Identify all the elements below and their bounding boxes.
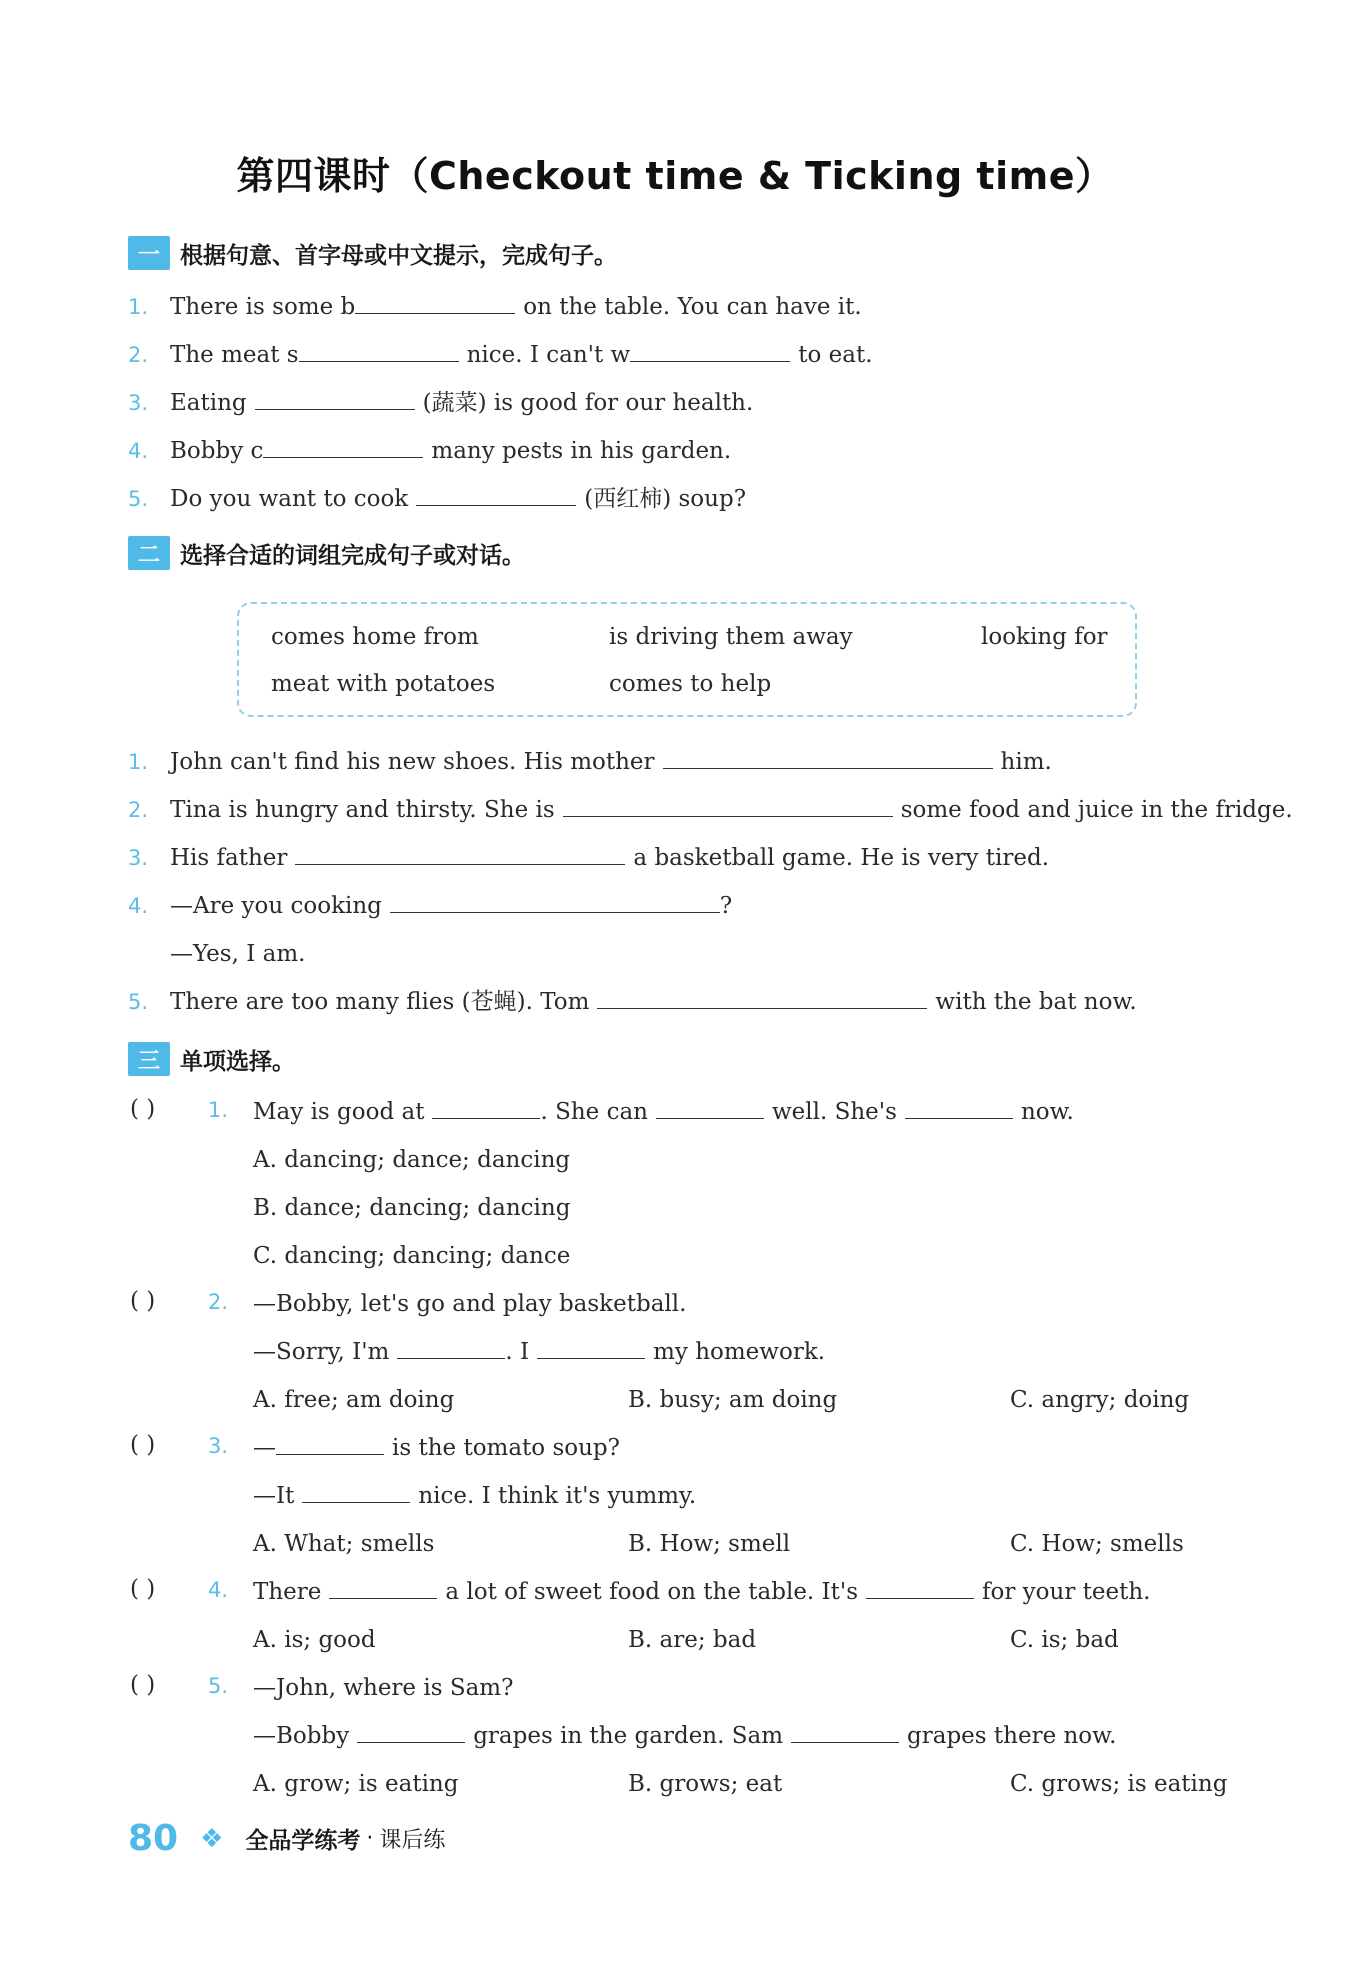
item-number: 3. — [128, 391, 149, 415]
stem-text: now. — [1020, 1099, 1074, 1125]
item-text: Do you want to cook — [170, 486, 409, 512]
option-c[interactable]: C. angry; doing — [1010, 1387, 1190, 1413]
word-bank-phrase: looking for — [981, 624, 1108, 650]
brand-dot: · — [366, 1826, 374, 1851]
question-number: 2. — [208, 1290, 229, 1314]
answer-blank[interactable] — [357, 1720, 465, 1743]
answer-blank[interactable] — [263, 435, 423, 458]
item-text: (蔬菜) is good for our health. — [422, 390, 754, 416]
page-footer — [128, 1818, 445, 1859]
item-text: to eat. — [798, 342, 873, 368]
section-3-heading: 单项选择。 — [180, 1048, 295, 1075]
answer-blank[interactable] — [295, 842, 625, 865]
answer-blank[interactable] — [866, 1576, 974, 1599]
stem-text: grapes in the garden. Sam — [473, 1723, 784, 1749]
item-text: Bobby c — [170, 438, 264, 464]
item-text: There are too many flies (苍蝇). Tom — [170, 989, 590, 1015]
option-c[interactable]: C. dancing; dancing; dance — [253, 1243, 571, 1269]
stem-text: There — [253, 1579, 322, 1605]
stem-text: is the tomato soup? — [392, 1435, 620, 1461]
stem-text: well. She's — [771, 1099, 897, 1125]
s1-item-3 — [128, 387, 753, 419]
word-bank-phrase: is driving them away — [609, 624, 853, 650]
answer-blank[interactable] — [397, 1336, 505, 1359]
s1-item-4 — [128, 435, 731, 467]
item-text: nice. I can't w — [466, 342, 631, 368]
answer-blank[interactable] — [255, 387, 415, 410]
item-text: (西红柿) soup? — [584, 486, 747, 512]
question-number: 5. — [208, 1674, 229, 1698]
answer-blank[interactable] — [276, 1432, 384, 1455]
q5-line-1: —John, where is Sam? — [253, 1675, 514, 1701]
section-2-header — [128, 533, 525, 573]
answer-blank[interactable] — [563, 794, 893, 817]
stem-text: . She can — [540, 1099, 648, 1125]
item-text: —Yes, I am. — [170, 941, 306, 967]
page-number: 80 — [128, 1818, 179, 1859]
q4-stem — [253, 1576, 1150, 1608]
s1-item-1 — [128, 291, 862, 323]
option-a[interactable]: A. free; am doing — [253, 1387, 455, 1413]
stem-text: grapes there now. — [907, 1723, 1117, 1749]
word-bank-box — [237, 602, 1137, 717]
q2-line-2 — [253, 1336, 825, 1368]
question-number: 4. — [208, 1578, 229, 1602]
word-bank-phrase: comes home from — [271, 624, 479, 650]
item-text: —Are you cooking — [170, 893, 382, 919]
s2-item-4 — [128, 890, 732, 922]
section-2-badge: 二 — [128, 536, 170, 570]
stem-text: May is good at — [253, 1099, 425, 1125]
brand-name: 全品学练考 — [245, 1828, 361, 1854]
answer-blank[interactable] — [329, 1576, 437, 1599]
item-number: 5. — [128, 990, 149, 1014]
answer-blank[interactable] — [299, 339, 459, 362]
stem-text: —Sorry, I'm — [253, 1339, 390, 1365]
item-text: The meat s — [170, 342, 299, 368]
answer-blank[interactable] — [302, 1480, 410, 1503]
stem-text: — — [253, 1435, 276, 1461]
q5-line-2 — [253, 1720, 1116, 1752]
item-number: 4. — [128, 439, 149, 463]
option-b[interactable]: B. How; smell — [628, 1531, 791, 1557]
s2-item-4-reply — [128, 938, 305, 970]
stem-text: a lot of sweet food on the table. It's — [445, 1579, 859, 1605]
section-1-badge: 一 — [128, 236, 170, 270]
item-text: with the bat now. — [935, 989, 1137, 1015]
option-c[interactable]: C. is; bad — [1010, 1627, 1119, 1653]
section-2-heading: 选择合适的词组完成句子或对话。 — [180, 542, 525, 569]
answer-blank[interactable] — [416, 483, 576, 506]
option-b[interactable]: B. are; bad — [628, 1627, 757, 1653]
option-a[interactable]: A. grow; is eating — [253, 1771, 459, 1797]
section-1-header — [128, 233, 617, 273]
stem-text: . I — [505, 1339, 530, 1365]
item-text: His father — [170, 845, 288, 871]
s2-item-2 — [128, 794, 1293, 826]
item-text: Eating — [170, 390, 247, 416]
stem-text: —It — [253, 1483, 295, 1509]
item-text: a basketball game. He is very tired. — [633, 845, 1050, 871]
answer-paren[interactable]: ( ) — [130, 1288, 156, 1314]
brand-subtitle: 课后练 — [379, 1828, 446, 1853]
option-a[interactable]: A. dancing; dance; dancing — [253, 1147, 571, 1173]
option-c[interactable]: C. How; smells — [1010, 1531, 1184, 1557]
answer-blank[interactable] — [537, 1336, 645, 1359]
answer-paren[interactable]: ( ) — [130, 1672, 156, 1698]
word-bank-phrase: meat with potatoes — [271, 671, 496, 697]
item-text: many pests in his garden. — [431, 438, 732, 464]
q1-stem — [253, 1096, 1074, 1128]
item-number: 3. — [128, 846, 149, 870]
question-number: 3. — [208, 1434, 229, 1458]
item-text: ? — [719, 893, 733, 919]
section-3-badge: 三 — [128, 1042, 170, 1076]
item-text: him. — [1000, 749, 1052, 775]
answer-blank[interactable] — [663, 746, 993, 769]
s2-item-3 — [128, 842, 1049, 874]
item-text: There is some b — [170, 294, 356, 320]
answer-blank[interactable] — [597, 986, 927, 1009]
diamond-icon: ❖ — [200, 1823, 224, 1854]
item-number: 2. — [128, 343, 149, 367]
answer-blank[interactable] — [390, 890, 720, 913]
item-number: 1. — [128, 295, 149, 319]
section-1-heading: 根据句意、首字母或中文提示，完成句子。 — [180, 242, 617, 269]
item-text: some food and juice in the fridge. — [900, 797, 1293, 823]
answer-blank[interactable] — [355, 291, 515, 314]
answer-blank[interactable] — [791, 1720, 899, 1743]
answer-blank[interactable] — [905, 1096, 1013, 1119]
option-c[interactable]: C. grows; is eating — [1010, 1771, 1228, 1797]
item-number: 2. — [128, 798, 149, 822]
option-b[interactable]: B. dance; dancing; dancing — [253, 1195, 571, 1221]
answer-blank[interactable] — [656, 1096, 764, 1119]
answer-paren[interactable]: ( ) — [130, 1096, 156, 1122]
item-text: Tina is hungry and thirsty. She is — [170, 797, 555, 823]
item-text: on the table. You can have it. — [523, 294, 862, 320]
item-number: 1. — [128, 750, 149, 774]
q2-line-1: —Bobby, let's go and play basketball. — [253, 1291, 687, 1317]
option-b[interactable]: B. busy; am doing — [628, 1387, 838, 1413]
item-text: John can't find his new shoes. His mother — [170, 749, 655, 775]
stem-text: for your teeth. — [982, 1579, 1151, 1605]
answer-paren[interactable]: ( ) — [130, 1576, 156, 1602]
stem-text: —Bobby — [253, 1723, 350, 1749]
q3-line-1 — [253, 1432, 620, 1464]
option-a[interactable]: A. What; smells — [253, 1531, 435, 1557]
item-number: 4. — [128, 894, 149, 918]
s1-item-2 — [128, 339, 873, 371]
question-number: 1. — [208, 1098, 229, 1122]
s2-item-1 — [128, 746, 1052, 778]
stem-text: my homework. — [653, 1339, 826, 1365]
q3-line-2 — [253, 1480, 696, 1512]
section-3-header — [128, 1039, 295, 1079]
word-bank-phrase: comes to help — [609, 671, 772, 697]
answer-paren[interactable]: ( ) — [130, 1432, 156, 1458]
item-number: 5. — [128, 487, 149, 511]
option-a[interactable]: A. is; good — [253, 1627, 376, 1653]
answer-blank[interactable] — [432, 1096, 540, 1119]
s1-item-5 — [128, 483, 746, 515]
option-b[interactable]: B. grows; eat — [628, 1771, 783, 1797]
answer-blank[interactable] — [630, 339, 790, 362]
s2-item-5 — [128, 986, 1137, 1018]
stem-text: nice. I think it's yummy. — [418, 1483, 697, 1509]
page-title: 第四课时（Checkout time & Ticking time） — [236, 154, 1114, 198]
